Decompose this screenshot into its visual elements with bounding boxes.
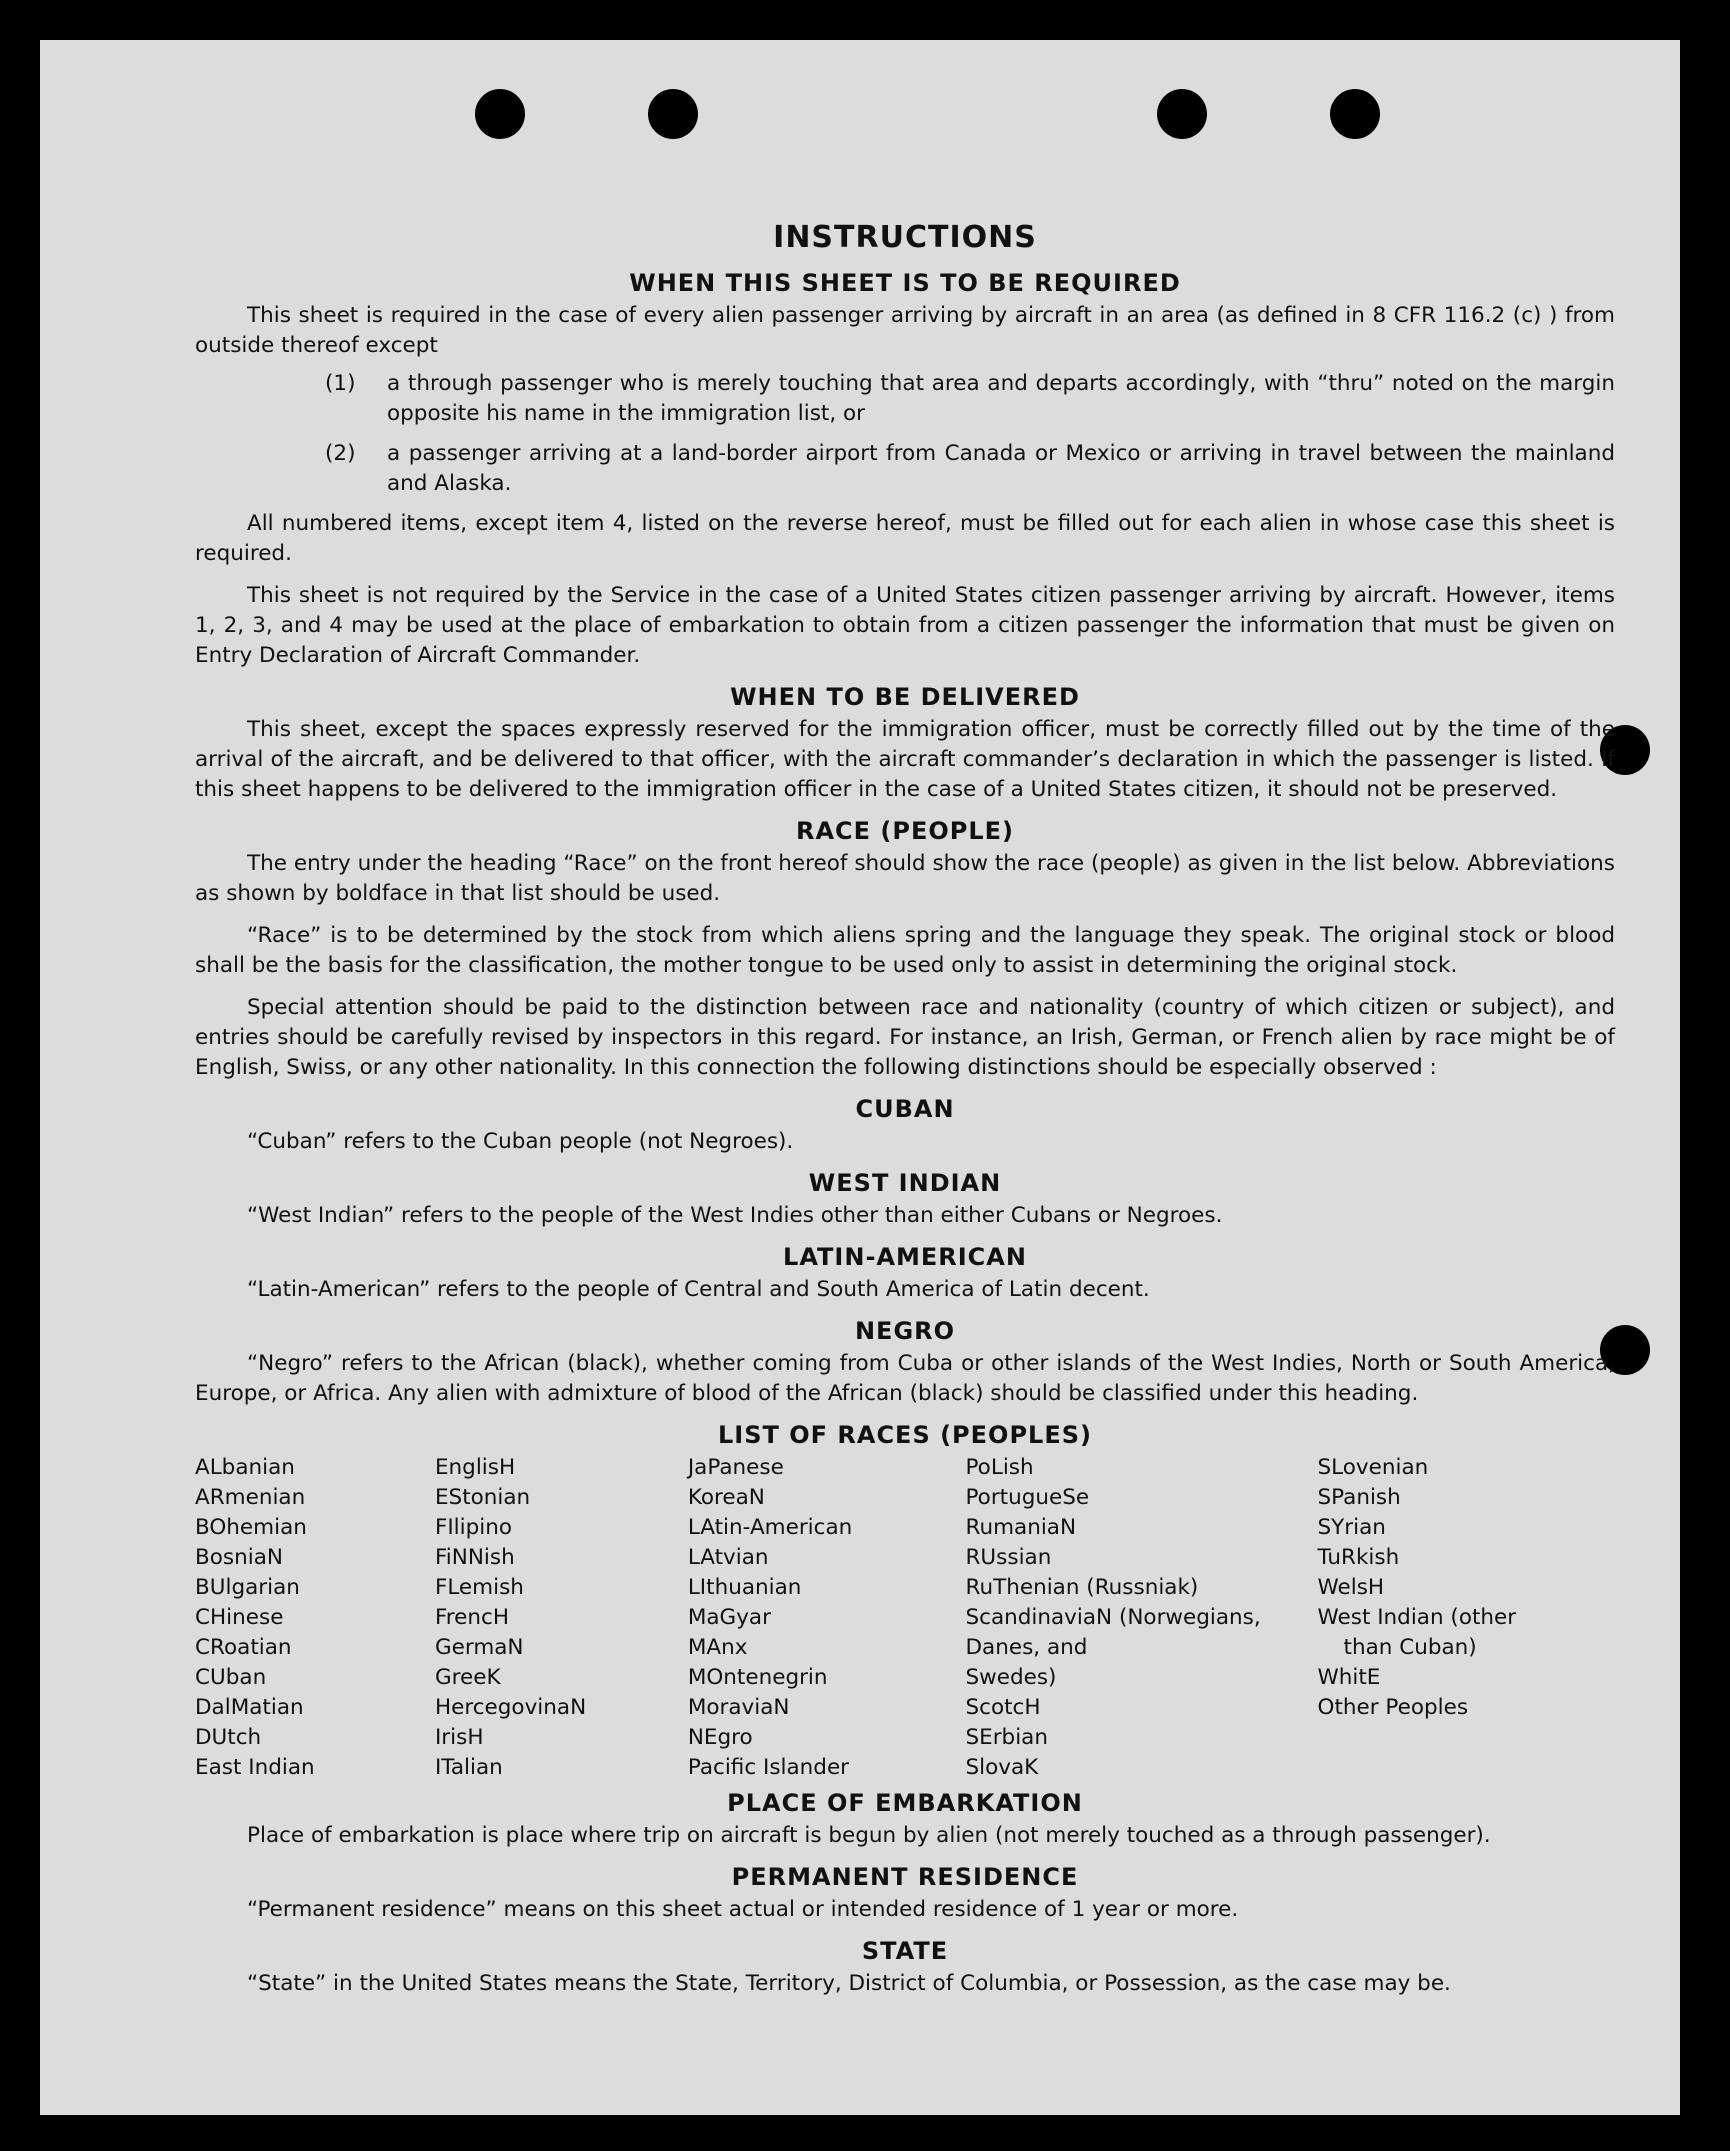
race-entry: SlovaK <box>965 1755 1039 1780</box>
race-entry: WelsH <box>1317 1575 1385 1600</box>
races-column <box>688 1453 966 1783</box>
race-entry: SErbian <box>965 1725 1048 1750</box>
race-entry: DalMatian <box>195 1695 304 1720</box>
paragraph: All numbered items, except item 4, listed on the reverse hereof, must be filled out for each alien in whose case this sheet is required. <box>195 511 1615 566</box>
heading-state: STATE <box>861 1937 949 1965</box>
paragraph: “West Indian” refers to the people of the West Indies other than either Cubans or Negroes. <box>247 1203 1223 1228</box>
item-text: a through passenger who is merely touching that area and departs accordingly, with “thru” noted on the margin opposite his name in the immigration list, or <box>387 371 1615 426</box>
race-entry: NEgro <box>687 1725 753 1750</box>
race-entry: FIlipino <box>434 1515 513 1540</box>
race-entry: SLovenian <box>1317 1455 1429 1480</box>
heading-latin-american: LATIN-AMERICAN <box>783 1243 1027 1271</box>
paragraph: This sheet, except the spaces expressly reserved for the immigration officer, must be correctly filled out by the time of the arrival of the aircraft, and be delivered to that officer, with the aircraft commander’s declaration in which the passenger is listed. If this sheet happens to be delivered to the immigration officer in the case of a United States citizen, it should not be preserved. <box>195 717 1615 802</box>
race-entry: RuThenian (Russniak) <box>965 1575 1199 1600</box>
race-entry: JaPanese <box>687 1455 784 1480</box>
race-entry: BosniaN <box>195 1545 283 1570</box>
paragraph: “Cuban” refers to the Cuban people (not Negroes). <box>247 1129 794 1154</box>
heading-west-indian: WEST INDIAN <box>808 1169 1002 1197</box>
race-entry: PoLish <box>965 1455 1034 1480</box>
race-entry: East Indian <box>195 1755 315 1780</box>
race-entry: FLemish <box>434 1575 524 1600</box>
heading-delivered: WHEN TO BE DELIVERED <box>730 683 1080 711</box>
race-entry: EnglisH <box>434 1455 516 1480</box>
list-item <box>195 369 1615 429</box>
race-entry: West Indian (other <box>1317 1605 1517 1630</box>
heading-list-of-races: LIST OF RACES (PEOPLES) <box>718 1421 1092 1449</box>
heading-permanent-residence: PERMANENT RESIDENCE <box>731 1863 1079 1891</box>
document-page <box>40 40 1680 2115</box>
race-entry: BUlgarian <box>195 1575 300 1600</box>
paragraph: “State” in the United States means the State, Territory, District of Columbia, or Possession, as the case may be. <box>247 1971 1451 1996</box>
punch-hole <box>475 89 525 139</box>
paragraph: “Latin-American” refers to the people of Central and South America of Latin decent. <box>247 1277 1150 1302</box>
race-entry: MAnx <box>687 1635 748 1660</box>
item-text: a passenger arriving at a land-border airport from Canada or Mexico or arriving in travel between the mainland and Alaska. <box>387 441 1615 496</box>
races-column <box>435 1453 688 1783</box>
race-entry: Pacific Islander <box>687 1755 850 1780</box>
race-entry: ScotcH <box>965 1695 1041 1720</box>
paragraph: “Negro” refers to the African (black), whether coming from Cuba or other islands of the West Indies, North or South America, Europe, or Africa. Any alien with admixture of blood of the African (black) should be classified under this heading. <box>195 1351 1615 1406</box>
race-entry: WhitE <box>1317 1665 1381 1690</box>
punch-hole <box>648 89 698 139</box>
race-entry: LIthuanian <box>687 1575 802 1600</box>
race-entry: MoraviaN <box>687 1695 790 1720</box>
race-entry: IrisH <box>434 1725 484 1750</box>
paragraph: This sheet is not required by the Service in the case of a United States citizen passenger arriving by aircraft. However, items 1, 2, 3, and 4 may be used at the place of embarkation to obtain from a citizen passenger the information that must be given on Entry Declaration of Aircraft Commander. <box>195 583 1615 668</box>
race-entry: ITalian <box>434 1755 503 1780</box>
race-entry: BOhemian <box>195 1515 307 1540</box>
race-entry: MaGyar <box>687 1605 771 1630</box>
race-entry: DUtch <box>195 1725 262 1750</box>
race-entry: SYrian <box>1317 1515 1386 1540</box>
paragraph: “Race” is to be determined by the stock from which aliens spring and the language they speak. The original stock or blood shall be the basis for the classification, the mother tongue to be used only to assist in determining the original stock. <box>195 923 1615 978</box>
race-entry: FiNNish <box>434 1545 515 1570</box>
paragraph: “Permanent residence” means on this sheet actual or intended residence of 1 year or more. <box>247 1897 1239 1922</box>
heading-negro: NEGRO <box>854 1317 956 1345</box>
item-number: (1) <box>325 371 356 396</box>
race-entry: RUssian <box>965 1545 1052 1570</box>
race-entry: TuRkish <box>1317 1545 1400 1570</box>
race-entry: Swedes) <box>965 1665 1057 1690</box>
race-entry: KoreaN <box>687 1485 765 1510</box>
race-entry: GreeK <box>434 1665 501 1690</box>
race-entry: GermaN <box>434 1635 524 1660</box>
list-item <box>195 439 1615 499</box>
page-title: INSTRUCTIONS <box>773 220 1037 255</box>
race-entry: EStonian <box>434 1485 531 1510</box>
race-entry: LAtin-American <box>687 1515 853 1540</box>
paragraph: The entry under the heading “Race” on the front hereof should show the race (people) as given in the list below. Abbreviations as shown by boldface in that list should be used. <box>195 851 1615 906</box>
race-entry: CHinese <box>195 1605 284 1630</box>
heading-embarkation: PLACE OF EMBARKATION <box>727 1789 1083 1817</box>
heading-required: WHEN THIS SHEET IS TO BE REQUIRED <box>629 269 1181 297</box>
race-entry: FrencH <box>434 1605 509 1630</box>
race-entry: LAtvian <box>687 1545 769 1570</box>
paragraph: Place of embarkation is place where trip on aircraft is begun by alien (not merely touched as a through passenger). <box>247 1823 1491 1848</box>
race-entry: SPanish <box>1317 1485 1401 1510</box>
race-entry: ScandinaviaN (Norwegians, <box>965 1605 1261 1630</box>
race-entry: Other Peoples <box>1317 1695 1469 1720</box>
races-column <box>965 1453 1317 1783</box>
race-entry: ARmenian <box>195 1485 306 1510</box>
race-entry: Danes, and <box>965 1635 1088 1660</box>
race-entry: RumaniaN <box>965 1515 1077 1540</box>
punch-hole <box>1330 89 1380 139</box>
race-entry: than Cuban) <box>1343 1635 1477 1660</box>
heading-cuban: CUBAN <box>855 1095 955 1123</box>
races-column <box>195 1453 435 1783</box>
races-list <box>195 1453 1615 1783</box>
race-entry: HercegovinaN <box>434 1695 587 1720</box>
race-entry: CUban <box>195 1665 267 1690</box>
paragraph: This sheet is required in the case of every alien passenger arriving by aircraft in an area (as defined in 8 CFR 116.2 (c) ) from outside thereof except <box>195 303 1615 358</box>
paragraph: Special attention should be paid to the distinction between race and nationality (country of which citizen or subject), and entries should be carefully revised by inspectors in this regard. For instance, an Irish, German, or French alien by race might be of English, Swiss, or any other nationality. In this connection the following distinctions should be especially observed : <box>195 995 1615 1080</box>
races-column <box>1318 1453 1615 1783</box>
item-number: (2) <box>325 441 356 466</box>
race-entry: PortugueSe <box>965 1485 1090 1510</box>
race-entry: CRoatian <box>195 1635 292 1660</box>
instructions-content <box>195 220 1615 1999</box>
race-entry: ALbanian <box>195 1455 295 1480</box>
heading-race: RACE (PEOPLE) <box>795 817 1015 845</box>
punch-hole <box>1157 89 1207 139</box>
race-entry: MOntenegrin <box>687 1665 828 1690</box>
